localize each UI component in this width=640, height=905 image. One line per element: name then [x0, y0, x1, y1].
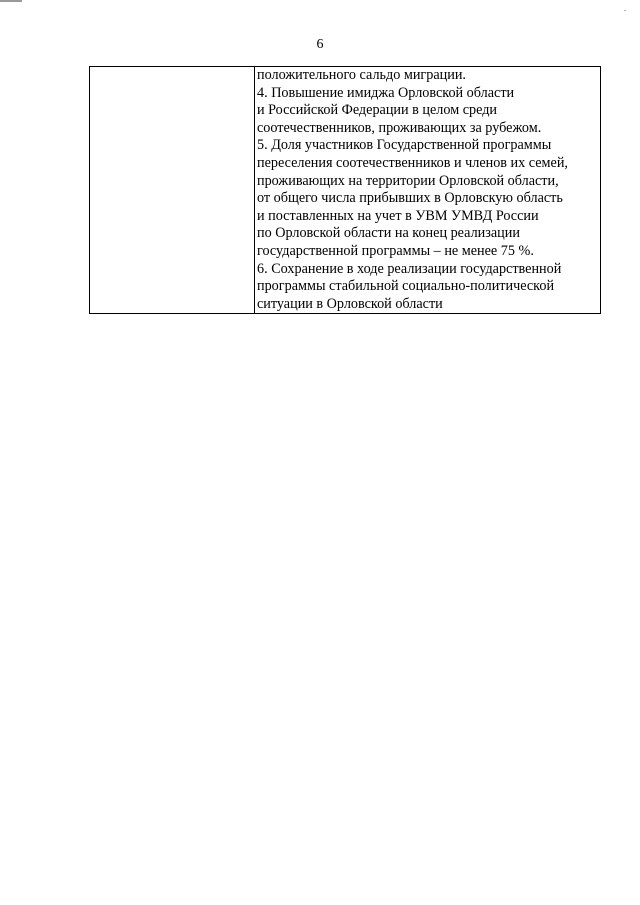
text-line: государственной программы – не менее 75 %. [257, 242, 534, 259]
text-line: соотечественников, проживающих за рубежом. [257, 119, 542, 136]
text-line: 6. Сохранение в ходе реализации государственной [257, 260, 562, 277]
text-line: ситуации в Орловской области [257, 295, 443, 312]
table-cell-right [255, 67, 601, 314]
text-line: переселения соотечественников и членов их семей, [257, 154, 568, 171]
document-table [89, 66, 601, 314]
table-row [90, 67, 601, 314]
scan-artifact-dot [624, 10, 626, 11]
table-cell-left [90, 67, 255, 314]
scan-artifact [0, 0, 22, 2]
text-line: 5. Доля участников Государственной программы [257, 137, 552, 154]
text-line: и поставленных на учет в УВМ УМВД России [257, 207, 539, 224]
text-line: и Российской Федерации в целом среди [257, 102, 498, 119]
text-line: 4. Повышение имиджа Орловской области [257, 84, 515, 101]
text-line: положительного сальдо миграции. [257, 67, 466, 83]
text-line: программы стабильной социально-политической [257, 278, 555, 295]
page-number: 6 [316, 37, 324, 52]
table-cell-right-text [255, 67, 600, 313]
text-line: по Орловской области на конец реализации [257, 225, 520, 242]
text-line: проживающих на территории Орловской области, [257, 172, 559, 189]
text-line: от общего числа прибывших в Орловскую область [257, 190, 563, 207]
